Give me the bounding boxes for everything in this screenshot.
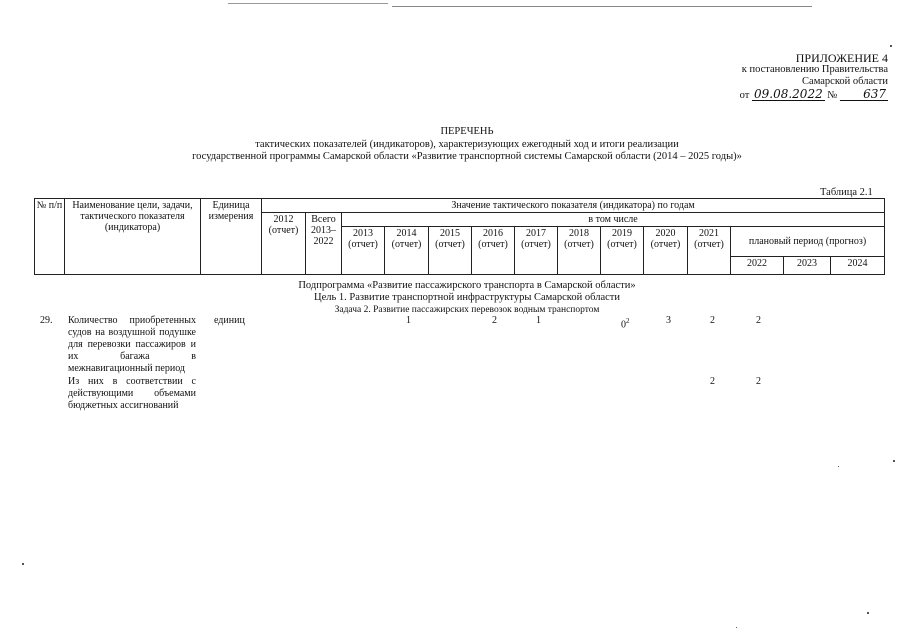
header-total: Всего 2013– 2022 [306, 213, 342, 275]
task-title: Задача 2. Развитие пассажирских перевозок водным транспортом [334, 305, 600, 315]
value-cell: 2 [756, 376, 761, 387]
appendix-title: ПРИЛОЖЕНИЕ 4 [795, 51, 888, 65]
header-year: 2015 (отчет) [429, 227, 472, 275]
scan-speck [890, 45, 892, 47]
header-planned: плановый период (прогноз) [731, 227, 885, 257]
scan-line [228, 3, 388, 4]
appendix-block [700, 52, 888, 102]
scan-speck [867, 612, 869, 614]
header-year-2012: 2012 (отчет) [262, 213, 306, 275]
heading-line: тактических показателей (индикаторов), характеризующих ежегодный ход и итоги реализации [255, 138, 679, 150]
header-plan-year: 2024 [831, 257, 885, 275]
scan-speck [22, 563, 24, 565]
value-cell: 2 [492, 315, 497, 326]
scan-speck [838, 466, 839, 467]
header-values: Значение тактического показателя (индикатора) по годам [262, 199, 885, 213]
value-cell: 3 [666, 315, 671, 326]
header-num: № п/п [35, 199, 65, 275]
value-cell: 2 [710, 376, 715, 387]
header-plan-year: 2023 [784, 257, 831, 275]
header-year: 2016 (отчет) [472, 227, 515, 275]
section-headings [180, 280, 754, 316]
header-plan-year: 2022 [731, 257, 784, 275]
row-number: 29. [40, 315, 53, 326]
appendix-date-line [700, 88, 888, 102]
heading-line: государственной программы Самарской области «Развитие транспортной системы Самарской области (2014 – 2025 годы)» [192, 151, 742, 162]
row-sub-name: Из них в соответствии с действующими объемами бюджетных ассигнований [68, 376, 196, 411]
row-unit: единиц [214, 315, 245, 326]
number-label: № [827, 90, 838, 101]
header-year: 2013 (отчет) [342, 227, 385, 275]
scan-speck [893, 460, 895, 462]
value-cell: 1 [406, 315, 411, 326]
header-unit: Единица измерения [201, 199, 262, 275]
scan-speck [736, 627, 737, 628]
header-including: в том числе [342, 213, 885, 227]
heading-title: ПЕРЕЧЕНЬ [440, 126, 494, 137]
header-year: 2018 (отчет) [558, 227, 601, 275]
header-year: 2019 (отчет) [601, 227, 644, 275]
value-cell: 1 [536, 315, 541, 326]
value-cell: $0^2$ [621, 317, 630, 331]
from-label: от [739, 90, 750, 101]
header-year: 2014 (отчет) [385, 227, 429, 275]
indicator-table-header [34, 198, 885, 275]
header-name: Наименование цели, задачи, тактического показателя (индикатора) [65, 199, 201, 275]
row-name: Количество приобретенных судов на воздушной подушке для перевозки пассажиров и их багажа в межнавигационный период [68, 315, 196, 374]
appendix-line: Самарской области [802, 76, 888, 87]
scan-line [392, 6, 812, 7]
goal-title: Цель 1. Развитие транспортной инфраструктуры Самарской области [314, 292, 620, 303]
value-cell: 2 [710, 315, 715, 326]
handwritten-date: 09.08.2022 [754, 87, 823, 101]
value-cell: 2 [756, 315, 761, 326]
header-year: 2020 (отчет) [644, 227, 688, 275]
document-heading [180, 126, 754, 164]
appendix-line: к постановлению Правительства [741, 64, 888, 75]
header-year: 2017 (отчет) [515, 227, 558, 275]
header-year: 2021 (отчет) [688, 227, 731, 275]
subprogram-title: Подпрограмма «Развитие пассажирского транспорта в Самарской области» [298, 280, 636, 291]
handwritten-number: 637 [840, 88, 888, 101]
table-label: Таблица 2.1 [820, 187, 873, 198]
